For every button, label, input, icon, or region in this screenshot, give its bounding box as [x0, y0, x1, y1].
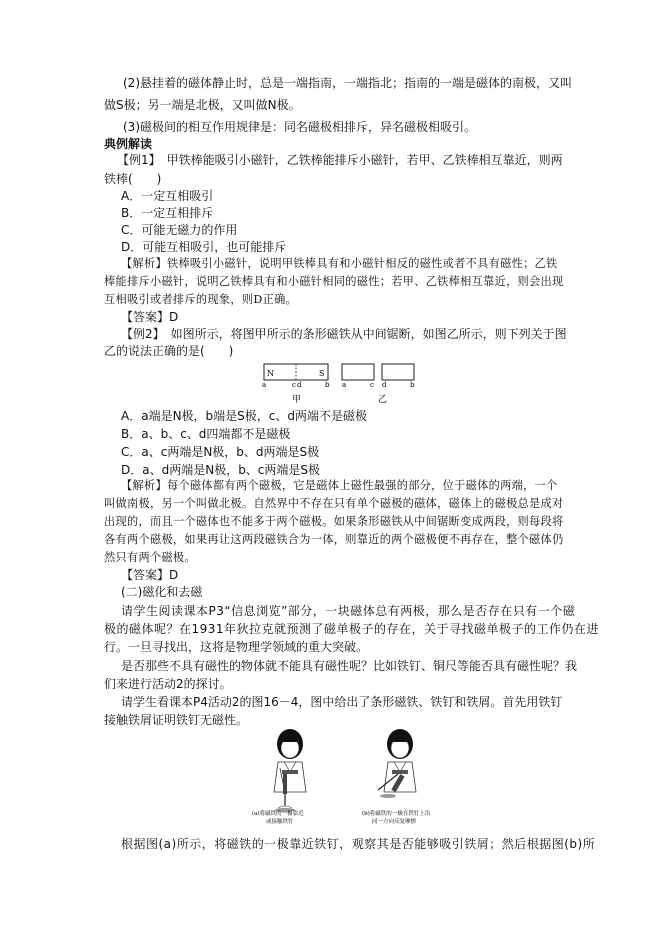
piece-label-c: c: [370, 381, 374, 389]
analysis-line: 叫做南极，另一个叫做北极。自然界中不存在只有单个磁极的磁体，磁体上的磁极总是成对: [104, 497, 564, 510]
paragraph-line: 们来进行活动2的探讨。: [104, 677, 232, 691]
caption-jia: 甲: [292, 395, 302, 405]
paragraph-line: 做S极；另一端是北极，又叫做N极。: [104, 98, 301, 112]
paragraph-line: 请学生看课本P4活动2的图16－4，图中给出了条形磁铁、铁钉和铁屑。首先用铁钉: [121, 695, 563, 709]
bar-label-c: c: [292, 381, 296, 389]
example-question: 铁棒( ): [104, 172, 162, 186]
student-a-illustration: [274, 729, 306, 812]
analysis-line: 各有两个磁极，如果再让这两段磁铁合为一体，则靠近的两个磁极便不再存在，整个磁体仍: [104, 533, 564, 546]
caption-a-line1: (a)将磁铁的一极靠近: [252, 811, 304, 817]
paragraph-line: (3)磁极间的相互作用规律是：同名磁极相排斥，异名磁极相吸引。: [123, 120, 477, 134]
analysis-line: 【解析】铁棒吸引小磁针，说明甲铁棒具有和小磁针相反的磁性或者不具有磁性；乙铁: [121, 257, 558, 270]
student-b-illustration: [378, 729, 416, 798]
bar-label-s: S: [319, 369, 325, 378]
paragraph-line: 请学生阅读课本P3“信息浏览”部分，一块磁体总有两极，那么是否存在只有一个磁: [121, 604, 576, 618]
caption-b-line2: 同一方向反复摩擦: [372, 819, 417, 825]
piece-right: [382, 364, 414, 380]
option-a: A．a端是N极，b端是S极，c、d两端不是磁极: [121, 409, 367, 423]
analysis-line: 出现的，而且一个磁体也不能多于两个磁极。如果条形磁铁从中间锯断变成两段，则每段将: [104, 515, 564, 528]
example-question: 乙的说法正确的是( ): [104, 344, 234, 358]
bar-label-d: d: [297, 381, 302, 389]
magnetization-figure: [250, 722, 460, 830]
option-d: D．可能互相吸引，也可能排斥: [121, 240, 287, 254]
paragraph-line: 根据图(a)所示，将磁铁的一极靠近铁钉，观察其是否能够吸引铁屑；然后根据图(b)所: [121, 837, 596, 851]
caption-a-line2: 或接触铁钉: [266, 819, 294, 825]
option-b: B．a、b、c、d四端都不是磁极: [121, 427, 291, 441]
caption-b-line1: (b)将磁铁的一极在铁钉上沿: [362, 811, 431, 817]
analysis-line: 棒能排斥小磁针，说明乙铁棒具有和小磁针相同的磁性；若甲、乙铁棒相互靠近，则会出现: [104, 275, 564, 288]
paragraph-line: (2)悬挂着的磁体静止时，总是一端指南，一端指北；指南的一端是磁体的南极，又叫: [123, 76, 573, 90]
answer-line: 【答案】D: [121, 568, 179, 582]
section-heading: 典例解读: [104, 137, 153, 151]
piece-label-d: d: [382, 381, 387, 389]
option-a: A．一定互相吸引: [121, 189, 214, 203]
analysis-line: 互相吸引或者排斥的现象，则D正确。: [104, 293, 298, 306]
paragraph-line: 是否那些不具有磁性的物体就不能具有磁性呢？比如铁钉、铜尺等能否具有磁性呢？我: [121, 659, 578, 673]
answer-line: 【答案】D: [121, 310, 179, 324]
bar-label-n: N: [267, 369, 274, 378]
bar-label-b: b: [325, 381, 330, 389]
example-question: 【例1】 甲铁棒能吸引小磁针，乙铁棒能排斥小磁针，若甲、乙铁棒相互靠近，则两: [117, 153, 563, 167]
option-d: D．a、d两端是N极，b、c两端是S极: [121, 463, 321, 477]
example-question: 【例2】 如图所示，将图甲所示的条形磁铁从中间锯断，如图乙所示，则下列关于图: [121, 327, 567, 341]
piece-label-b: b: [410, 381, 415, 389]
piece-left: [342, 364, 374, 380]
bar-label-a: a: [262, 381, 267, 389]
section-heading: (二)磁化和去磁: [121, 585, 203, 599]
bar-magnet-figure: [262, 360, 422, 412]
option-c: C．a、c两端是N极，b、d两端是S极: [121, 445, 320, 459]
caption-yi: 乙: [378, 395, 388, 405]
option-c: C．可能无磁力的作用: [121, 223, 238, 237]
piece-label-a: a: [342, 381, 347, 389]
paragraph-line: 行。一旦寻找出，这将是物理学领域的重大突破。: [104, 640, 369, 654]
option-b: B．一定互相排斥: [121, 206, 214, 220]
analysis-line: 【解析】每个磁体都有两个磁极，它是磁体上磁性最强的部分，位于磁体的两端，一个: [121, 479, 558, 492]
analysis-line: 然只有两个磁极。: [104, 551, 196, 564]
paragraph-line: 极的磁体呢？在1931年狄拉克就预测了磁单极子的存在，关于寻找磁单极子的工作仍在进: [104, 622, 600, 636]
paragraph-line: 接触铁屑证明铁钉无磁性。: [104, 713, 249, 727]
